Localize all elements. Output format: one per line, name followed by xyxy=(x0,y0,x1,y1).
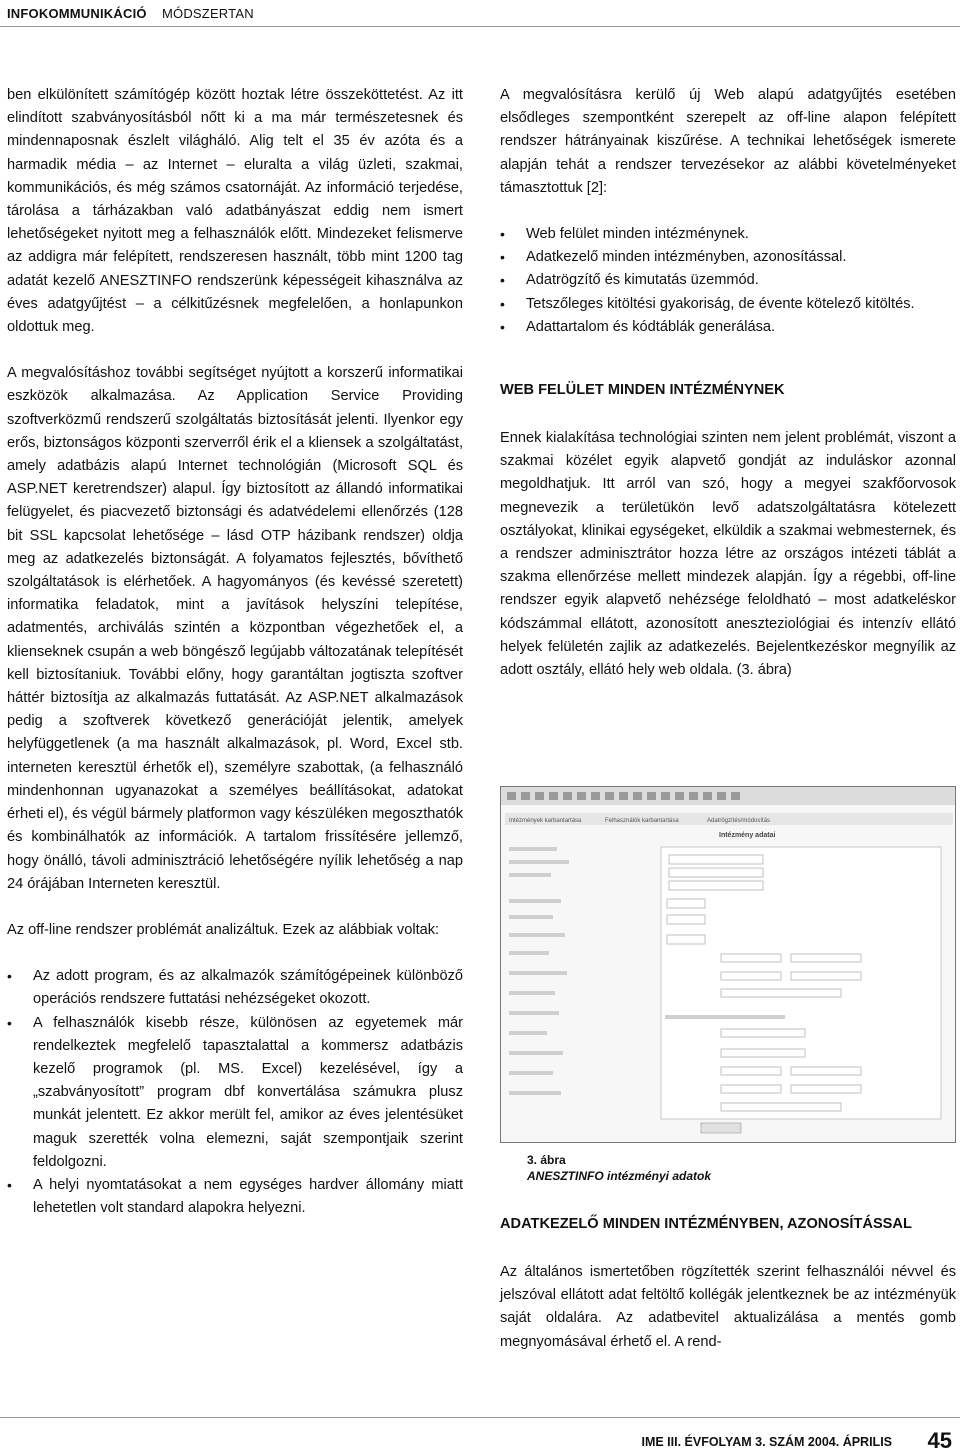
list-item: • A helyi nyomtatásokat a nem egységes hardver állomány miatt lehetetlen volt standard alapokra helyezni. xyxy=(7,1174,463,1220)
screenshot-tab-2: Felhasználók karbantartása xyxy=(605,818,679,824)
problem-list xyxy=(7,965,463,1220)
screenshot-form-title: Intézmény adatai xyxy=(719,832,776,839)
right-column-bottom xyxy=(500,1213,956,1354)
figure-number: 3. ábra xyxy=(527,1153,566,1167)
footer-rule xyxy=(0,1417,960,1418)
screenshot-tab-3: Adatrögzítés/módosítás xyxy=(707,818,771,824)
figure-caption xyxy=(527,1152,711,1184)
publication-info: IME III. ÉVFOLYAM 3. SZÁM 2004. ÁPRILIS xyxy=(641,1435,892,1449)
list-item: • Adatkezelő minden intézményben, azonosítással. xyxy=(500,246,956,269)
subsection-title: MÓDSZERTAN xyxy=(162,6,254,21)
requirements-list xyxy=(500,223,956,339)
figure-title: ANESZTINFO intézményi adatok xyxy=(527,1169,712,1183)
section-title: INFOKOMMUNIKÁCIÓ xyxy=(7,6,147,21)
paragraph: A megvalósításhoz további segítséget nyújtott a korszerű informatikai eszközök alkalmazása. Az Application Service Providing szoftverközmű rendszerű szolgáltatás biztosítását jelenti. Ilyenkor egy erős, biztonságos központi szerverről érik el a kliensek a szolgáltatást, amely adatbázis alapú Internet technológián (Microsoft SQL és ASP.NET keretrendszer) alapul. Így biztosított az állandó informatikai felügyelet, és piacvezető biztonsági és adatvédelemi ellenőrzés (128 bit SSL kapcsolat lehetősége – lásd OTP házibank rendszer) oldja meg az adatkezelés biztonságát. A folyamatos fejlesztés, bővíthető szolgáltatások is elérhetőek. A hagyományos (és kevéssé szeretett) informatika feladatok, mint a javítások helyszíni telepítése, adatmentés, archiválás szintén a központban végezhetőek el, a klienseknek csupán a web böngésző legújabb változatának telepítését kell biztosítaniuk. További előny, hogy garantáltan jogtiszta szoftver háttér biztosítja az alkalmazás futtatását. Az ASP.NET alkalmazások pedig a szoftverek következő generációját jelentik, amelyek helyfüggetlenek (a ma használt alkalmazások, pl. Word, Excel stb. interneten keresztül érhetők el), személyre szabottak, (a felhasználó mindenhonnan ugyanazokat a személyes beállításokat, adatokat érheti el), és végül bármely platformon vagy készüléken megoszthatók és kombinálhatók az információk. A tartalom frissítésére jellemző, hogy önálló, távoli adminisztráció lehetőségére nyílik lehetőség a nap 24 órájában Interneten keresztül. xyxy=(7,365,463,892)
list-item: • Adatrögzítő és kimutatás üzemmód. xyxy=(500,269,956,292)
paragraph: A megvalósításra kerülő új Web alapú adatgyűjtés esetében elsődleges szempontként szerepelt az off-line alapon felépített rendszer hátrányainak kiszűrése. A technikai lehetőségek ismerete alapján tehát a rendszer tervezésekor az alábbi követelményeket támasztottuk [2]: xyxy=(500,87,956,196)
list-item: • Adattartalom és kódtáblák generálása. xyxy=(500,316,956,339)
right-column xyxy=(500,84,956,682)
section-heading: WEB FELÜLET MINDEN INTÉZMÉNYNEK xyxy=(500,382,785,399)
paragraph: ben elkülönített számítógép között hoztak létre összeköttetést. Az itt elindított szabványosításból nőtt ki a ma már természetesnek és mindennaposnak észlelt világháló. Alig telt el 35 év azóta és a harmadik média – az Internet – eluralta a világ üzleti, szakmai, kommunikációs, és még számos csatornáját. Az információ terjedése, tárolása a tárházakban való adatbányászat eddig nem ismert lehetőségeket nyitott meg a felhasználók előtt. Mindezeket felismerve az addigra már felépített, rendszeresen használt, több mint 1200 tag adatát kezelő ANESZTINFO rendszerünk képességeit kihasználva az éves adatgyűjtést – a célkitűzésnek megfelelően, a honlapunkon oldottuk meg. xyxy=(7,87,463,336)
screenshot-form-illustration xyxy=(501,787,956,1143)
paragraph: Ennek kialakítása technológiai szinten nem jelent problémát, viszont a szakmai közélet egyik alapvető gondját az induláskor azonnal megoldhatjuk. Itt arról van szó, hogy a megyei szakfőorvosok megnevezik a területükön levő adatszolgáltatásra kötelezett osztályokat, klinikai egységeket, elküldik a szakmai webmesternek, és a rendszer adminisztrátor hozza létre az országos intézeti táblát a szakma ellenőrzése mellett mindezek alapján. Így a régebbi, off-line rendszer egyik alapvető nehézsége feloldható – most adatkeléskor kódszámmal ellátott, azonosított aneszteziológiai és intenzív ellátó helyek felületén zajlik az adatkezelés. Bejelentkezéskor megnyílik az adott osztály, ellátó hely web oldala. (3. ábra) xyxy=(500,430,956,679)
list-item: • A felhasználók kisebb része, különösen az egyetemek már rendelkeztek megfelelő tapasztalattal a kommersz adatbázis kezelő programok (pl. MS. Excel) kezelésével, így a „szabványosított” program dbf konvertálása számukra plusz munkát jelentett. Ez akkor merült fel, amikor az éves jelentésüket maguk szerették volna elemezni, saját szempontjaik szerint feldolgozni. xyxy=(7,1012,463,1174)
figure-screenshot xyxy=(500,786,956,1143)
paragraph: Az általános ismertetőben rögzítették szerint felhasználói névvel és jelszóval ellátott adat feltöltő kollégák jelentkeznek be az intézményük saját oldalára. Az adatbevitel aktualizálása a mentés gomb megnyomásával érhető el. A rend- xyxy=(500,1264,956,1350)
list-item: • Web felület minden intézménynek. xyxy=(500,223,956,246)
running-header xyxy=(0,0,960,26)
section-heading: ADATKEZELŐ MINDEN INTÉZMÉNYBEN, AZONOSÍTÁSSAL xyxy=(500,1216,912,1232)
paragraph: Az off-line rendszer problémát analizáltuk. Ezek az alábbiak voltak: xyxy=(7,921,440,938)
page-number: 45 xyxy=(927,1428,952,1453)
header-rule xyxy=(0,26,960,27)
screenshot-tab-1: Intézmények karbantartása xyxy=(509,818,582,824)
left-column xyxy=(7,84,463,1220)
list-item: • Az adott program, és az alkalmazók számítógépeinek különböző operációs rendszere futtatási nehézségeket okozott. xyxy=(7,965,463,1011)
page-footer xyxy=(0,1417,960,1453)
list-item: • Tetszőleges kitöltési gyakoriság, de évente kötelező kitöltés. xyxy=(500,293,956,316)
